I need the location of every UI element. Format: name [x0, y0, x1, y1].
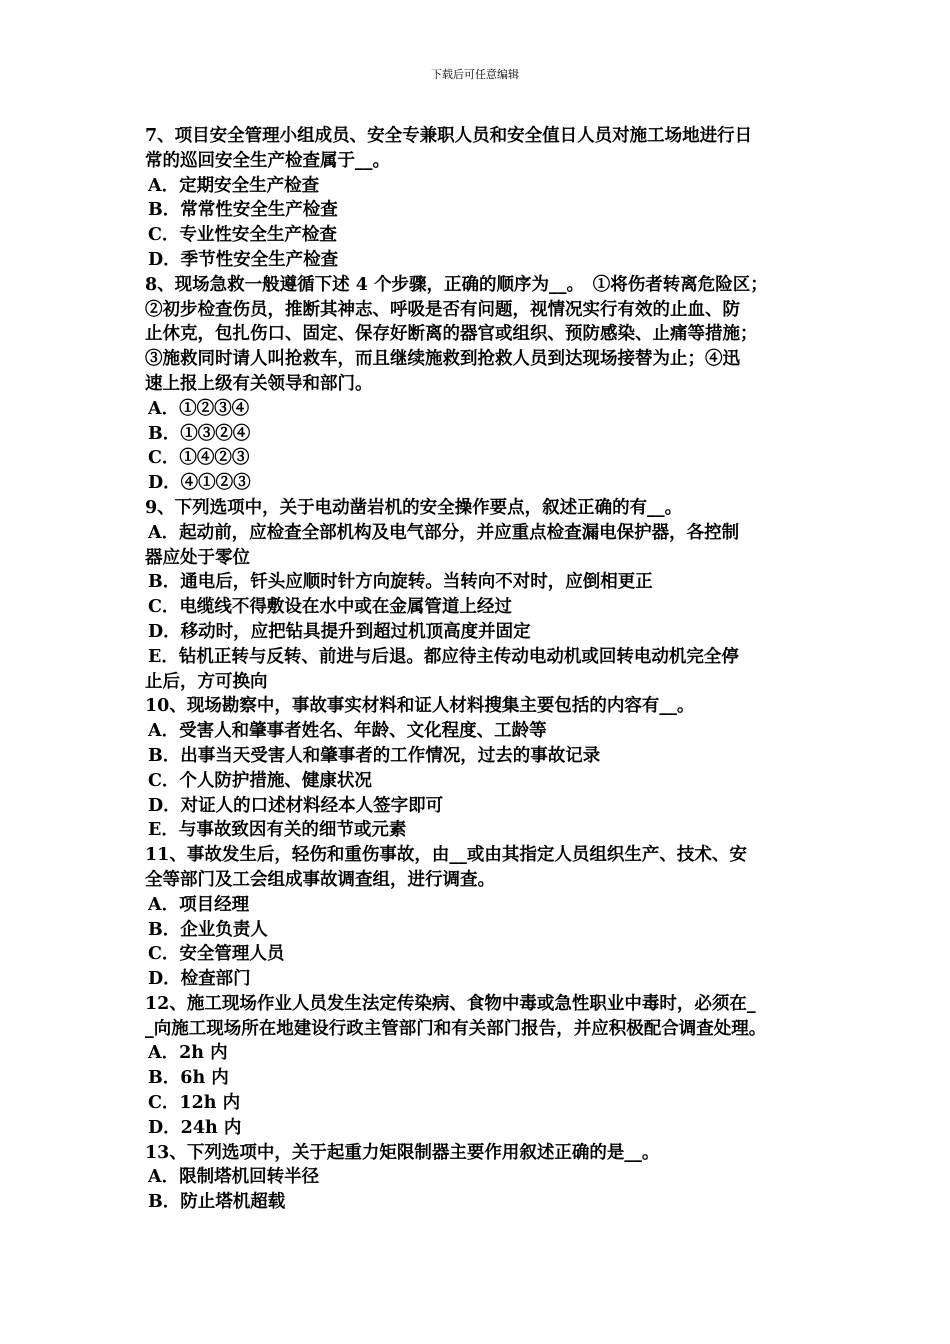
option-line: D．④①②③	[148, 473, 251, 494]
text-line: 速上报上级有关领导和部门。	[145, 373, 373, 394]
option-line: B．通电后，钎头应顺时针方向旋转。当转向不对时，应倒相更正	[148, 572, 653, 593]
option-line: B．企业负责人	[148, 919, 268, 940]
text-line: ③施救同时请人叫抢救车，而且继续施救到抢救人员到达现场接替为止；④迅	[145, 349, 740, 370]
option-line: A．起动前，应检查全部机构及电气部分，并应重点检查漏电保护器，各控制	[148, 522, 740, 543]
option-line: C．安全管理人员	[148, 944, 285, 965]
option-line: E．与事故致因有关的细节或元素	[148, 820, 407, 841]
option-line: D．季节性安全生产检查	[148, 249, 339, 270]
option-line: A．受害人和肇事者姓名、年龄、文化程度、工龄等	[148, 721, 547, 742]
text-line: 全等部门及工会组成事故调查组，进行调查。	[145, 869, 495, 890]
text-line: 9、下列选项中，关于电动凿岩机的安全操作要点，叙述正确的有__。	[145, 497, 683, 518]
option-line: D．检查部门	[148, 969, 251, 990]
page-header: 下载后可任意编辑	[431, 68, 519, 81]
document-body	[145, 124, 825, 1215]
option-line: D．对证人的口述材料经本人签字即可	[148, 795, 444, 816]
option-line: B．6h 内	[148, 1068, 229, 1089]
text-line: 常的巡回安全生产检查属于__。	[145, 150, 390, 171]
text-line: 13、下列选项中，关于起重力矩限制器主要作用叙述正确的是__。	[145, 1142, 660, 1163]
option-line: C．①④②③	[148, 448, 250, 469]
text-line: 止后，方可换向	[145, 671, 268, 692]
option-line: D．移动时，应把钻具提升到超过机顶高度并固定	[148, 621, 531, 642]
option-line: C．电缆线不得敷设在水中或在金属管道上经过	[148, 597, 512, 618]
option-line: A．项目经理	[148, 894, 250, 915]
text-line: 12、施工现场作业人员发生法定传染病、食物中毒或急性职业中毒时，必须在_	[145, 993, 756, 1014]
option-line: B．出事当天受害人和肇事者的工作情况，过去的事故记录	[148, 745, 601, 766]
option-line: B．常常性安全生产检查	[148, 200, 338, 221]
text-line: 7、项目安全管理小组成员、安全专兼职人员和安全值日人员对施工场地进行日	[145, 126, 753, 146]
option-line: C．12h 内	[148, 1093, 241, 1114]
text-line: 止休克，包扎伤口、固定、保存好断离的器官或组织、预防感染、止痛等措施；	[145, 324, 758, 345]
text-line: _向施工现场所在地建设行政主管部门和有关部门报告，并应积极配合调查处理。	[145, 1018, 767, 1039]
option-line: A．限制塔机回转半径	[148, 1167, 320, 1188]
text-line: 11、事故发生后，轻伤和重伤事故，由__或由其指定人员组织生产、技术、安	[145, 845, 747, 866]
option-line: C．专业性安全生产检查	[148, 225, 337, 246]
option-line: E．钻机正转与反转、前进与后退。都应待主传动电动机或回转电动机完全停	[148, 646, 739, 667]
text-line: 10、现场勘察中，事故事实材料和证人材料搜集主要包括的内容有__。	[145, 696, 695, 717]
option-line: B．①③②④	[148, 423, 251, 444]
text-line: 8、现场急救一般遵循下述 4 个步骤，正确的顺序为__。 ①将伤者转离危险区；	[145, 274, 768, 295]
option-line: A．①②③④	[148, 398, 250, 419]
option-line: C．个人防护措施、健康状况	[148, 770, 372, 791]
text-line: 器应处于零位	[145, 547, 250, 568]
text-line: ②初步检查伤员，推断其神志、呼吸是否有问题，视情况实行有效的止血、防	[145, 299, 740, 320]
option-line: B．防止塔机超载	[148, 1192, 286, 1213]
option-line: A．2h 内	[148, 1043, 228, 1064]
option-line: A．定期安全生产检查	[148, 175, 320, 196]
option-line: D．24h 内	[148, 1117, 242, 1138]
